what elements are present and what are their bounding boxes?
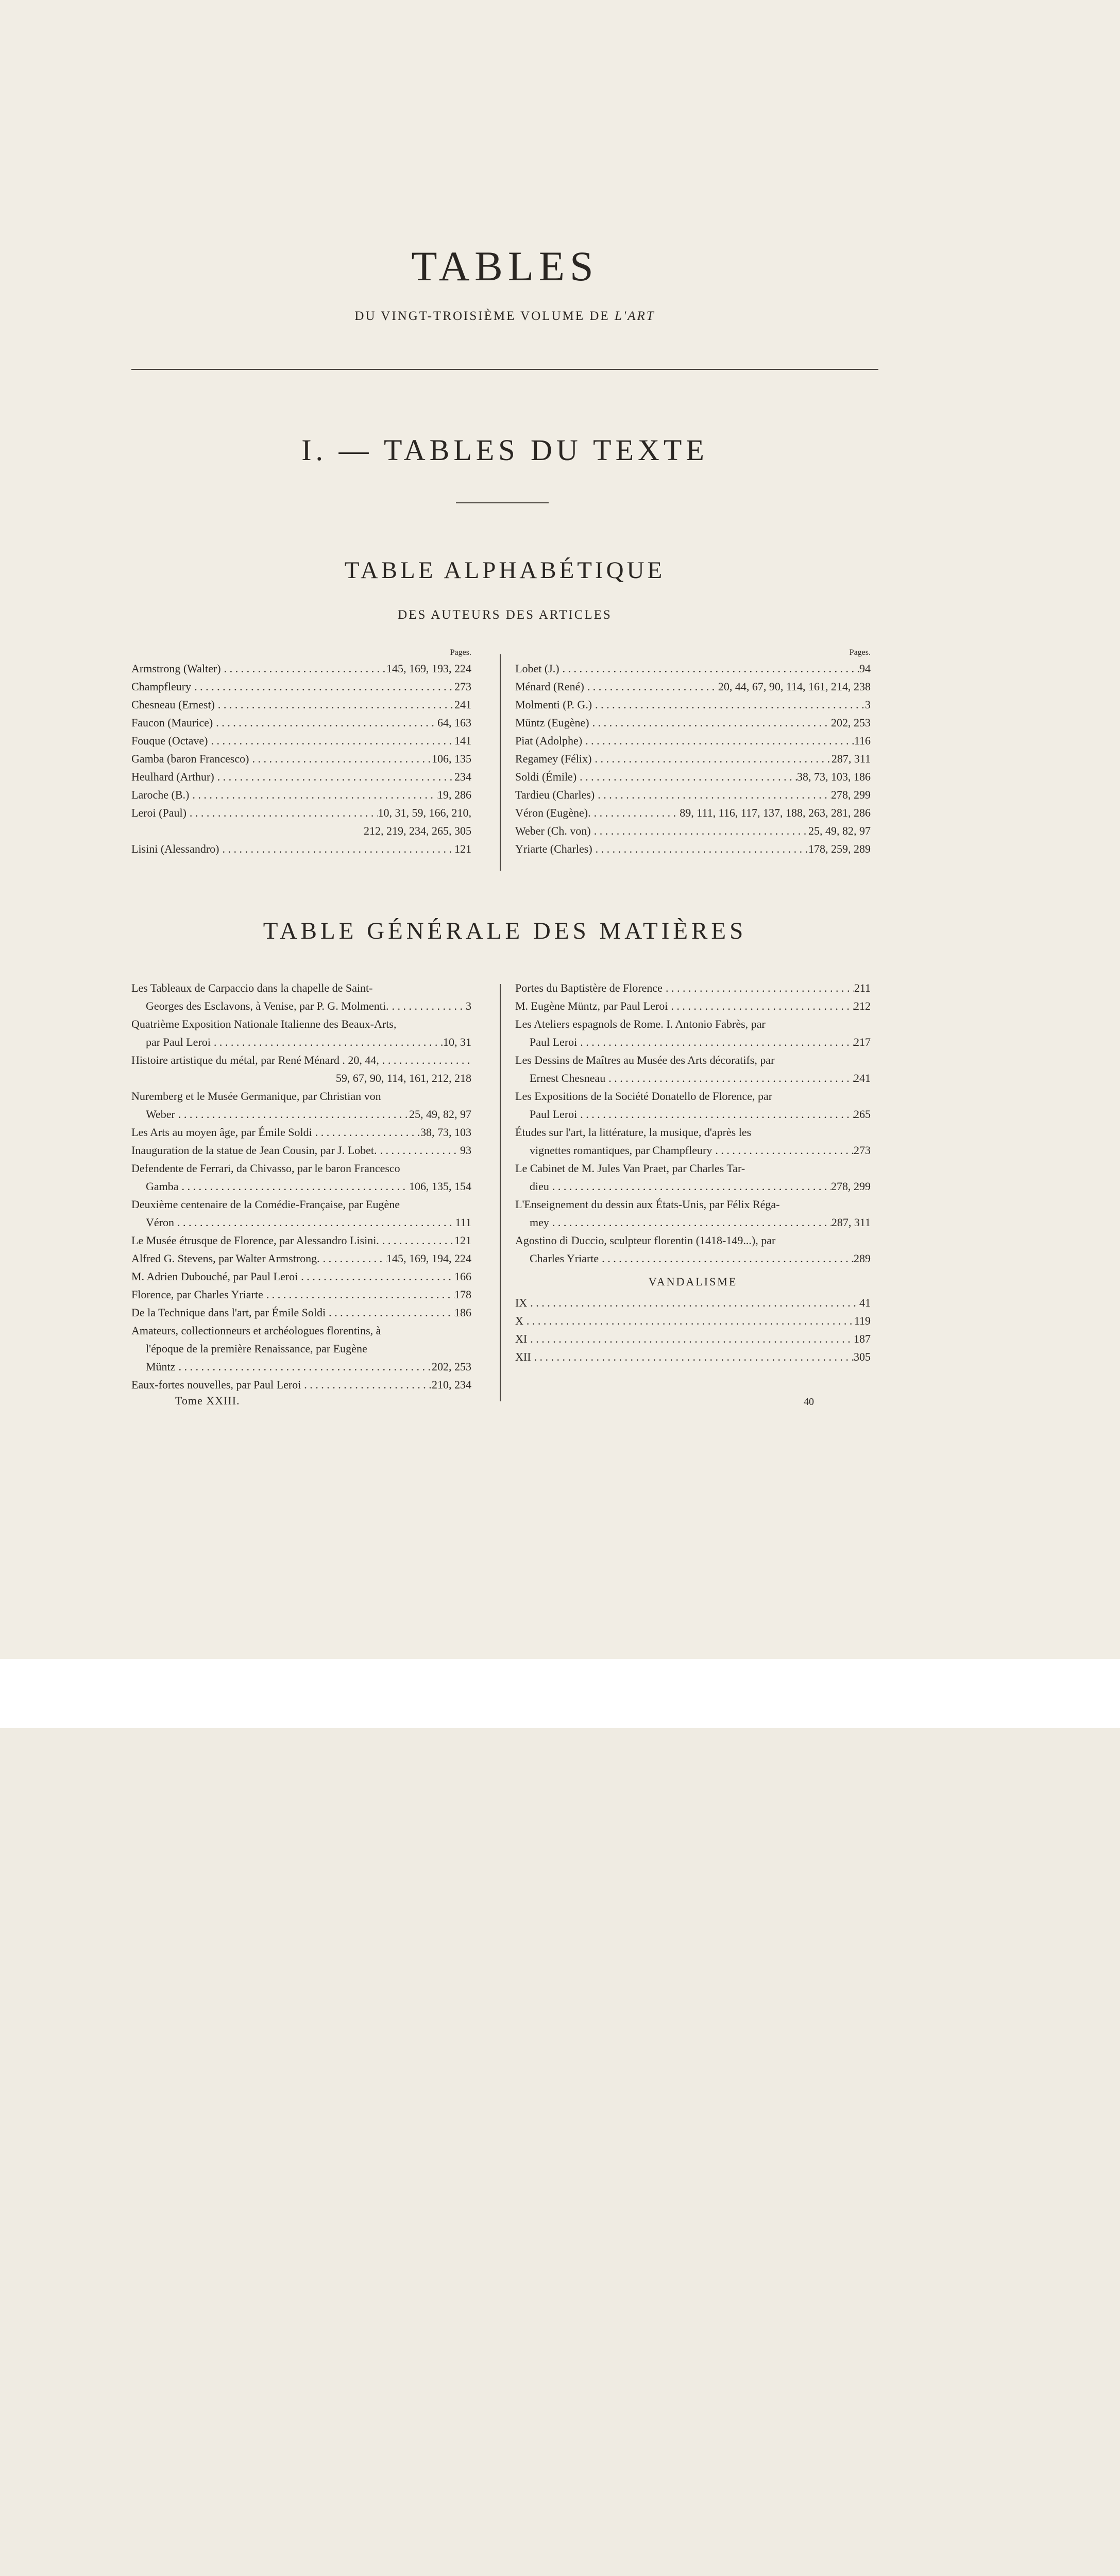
leader-dots (175, 1105, 409, 1123)
entry-pages: 305 (854, 1350, 871, 1363)
entry-pages: 287, 311 (831, 752, 871, 765)
entry-pages: 119 (854, 1314, 871, 1327)
entry-pages: 278, 299 (831, 788, 871, 801)
entry-text-line: L'Enseignement du dessin aux États-Unis, par Félix Réga- (515, 1198, 780, 1211)
entry-label: De la Technique dans l'art, par Émile Soldi (131, 1306, 326, 1319)
table-row (515, 1069, 871, 1087)
entry-pages: 106, 135 (432, 752, 471, 765)
alpha-table-left-column (131, 646, 471, 858)
entry-text-line: Études sur l'art, la littérature, la musique, d'après les (515, 1126, 752, 1139)
table-row (515, 1348, 871, 1366)
entry-pages: 41 (859, 1296, 871, 1309)
entry-text-line: Defendente de Ferrari, da Chivasso, par le baron Francesco (131, 1162, 400, 1175)
entry-label: Gamba (146, 1180, 179, 1193)
entry-pages: 64, 163 (437, 716, 471, 729)
leader-dots (531, 1348, 854, 1366)
entry-label: M. Adrien Dubouché, par Paul Leroi (131, 1270, 298, 1283)
entry-label: Florence, par Charles Yriarte (131, 1288, 263, 1301)
leader-dots (549, 1177, 831, 1195)
entry-label: Leroi (Paul) (131, 806, 186, 819)
entry-text-line: Les Tableaux de Carpaccio dans la chapelle de Saint- (131, 981, 373, 994)
entry-pages: 106, 135, 154 (409, 1180, 471, 1193)
table-row (131, 732, 471, 750)
entry-pages: 212 (854, 999, 871, 1012)
entry-pages: 38, 73, 103 (420, 1126, 471, 1139)
entry-label: Yriarte (Charles) (515, 842, 592, 855)
entry-label: Laroche (B.) (131, 788, 190, 801)
table-row (131, 1033, 471, 1051)
entry-label: Soldi (Émile) (515, 770, 577, 783)
leader-dots (663, 979, 854, 997)
table-row (515, 1033, 871, 1051)
leader-dots (523, 1312, 854, 1330)
horizontal-rule (131, 369, 878, 370)
entry-label: Ernest Chesneau (530, 1072, 606, 1084)
entry-label: Véron (146, 1216, 174, 1229)
entry-pages: 273 (854, 1144, 871, 1157)
entry-label: Weber (146, 1108, 175, 1121)
entry-pages: 3 (865, 698, 871, 711)
leader-dots (377, 1141, 460, 1159)
table-row (131, 1303, 471, 1321)
entry-pages: 210, 234 (432, 1378, 471, 1391)
leader-dots (589, 714, 831, 732)
entry-pages: 265 (854, 1108, 871, 1121)
table-row (515, 750, 871, 768)
leader-dots (179, 1177, 409, 1195)
entry-label: Müntz (146, 1360, 176, 1373)
entry-pages: 202, 253 (432, 1360, 471, 1373)
entry-label: M. Eugène Müntz, par Paul Leroi (515, 999, 668, 1012)
table-row (515, 696, 871, 714)
entry-pages: 217 (854, 1036, 871, 1048)
page-title: TABLES (411, 243, 599, 290)
entry-text-line: Nuremberg et le Musée Germanique, par Christian von (131, 1090, 381, 1103)
entry-pages: 278, 299 (831, 1180, 871, 1193)
entry-label: Faucon (Maurice) (131, 716, 213, 729)
table-row (131, 1358, 471, 1376)
leader-dots (219, 840, 454, 858)
entry-label: Champfleury (131, 680, 192, 693)
entry-pages: 289 (854, 1252, 871, 1265)
leader-dots (592, 696, 865, 714)
table-row (515, 659, 871, 677)
table-row (515, 1213, 871, 1231)
table-row (515, 804, 871, 822)
table-row (131, 1051, 471, 1069)
entry-text-line: l'époque de la première Renaissance, par Eugène (146, 1342, 367, 1355)
table-row (515, 1312, 871, 1330)
entry-text-line: Les Expositions de la Société Donatello de Florence, par (515, 1090, 773, 1103)
leader-dots (249, 750, 432, 768)
table-row (131, 1213, 471, 1231)
entry-text-line: Le Cabinet de M. Jules Van Praet, par Charles Tar- (515, 1162, 745, 1175)
leader-dots (527, 1330, 854, 1348)
entry-text-line: Amateurs, collectionneurs et archéologues florentins, à (131, 1324, 381, 1337)
leader-dots (668, 997, 854, 1015)
entry-pages: 241 (454, 698, 471, 711)
table-row (515, 786, 871, 804)
entry-pages: 178, 259, 289 (808, 842, 871, 855)
alpha-table-subtitle: DES AUTEURS DES ARTICLES (398, 608, 612, 622)
entry-label: Portes du Baptistère de Florence (515, 981, 663, 994)
entry-pages: 166 (454, 1270, 471, 1283)
entry-pages: 25, 49, 82, 97 (409, 1108, 471, 1121)
entry-label: Le Musée étrusque de Florence, par Alessandro Lisini. (131, 1234, 379, 1247)
table-row (515, 768, 871, 786)
entry-pages: 10, 31 (443, 1036, 471, 1048)
alpha-table-title: TABLE ALPHABÉTIQUE (344, 557, 666, 584)
entry-text-line: Quatrième Exposition Nationale Italienne des Beaux-Arts, (131, 1018, 397, 1030)
table-row (515, 1177, 871, 1195)
table-row (515, 1249, 871, 1267)
leader-dots (263, 1285, 454, 1303)
alpha-table-right-column (515, 646, 871, 858)
leader-dots (174, 1213, 455, 1231)
entry-pages: 89, 111, 116, 117, 137, 188, 263, 281, 286 (680, 806, 871, 819)
leader-dots (320, 1249, 386, 1267)
bottom-bar (0, 1659, 1120, 1728)
leader-dots (213, 714, 437, 732)
leader-dots (221, 659, 386, 677)
table-row (131, 804, 471, 822)
leader-dots (582, 732, 854, 750)
leader-dots (592, 840, 808, 858)
table-row (131, 1177, 471, 1195)
leader-dots (577, 1033, 854, 1051)
leader-dots (559, 659, 859, 677)
entry-label: Inauguration de la statue de Jean Cousin, par J. Lobet. (131, 1144, 377, 1157)
entry-pages: 145, 169, 193, 224 (386, 662, 471, 675)
entry-pages: 93 (460, 1144, 471, 1157)
entry-pages: 187 (854, 1332, 871, 1345)
leader-dots (577, 1105, 854, 1123)
entry-label: Les Arts au moyen âge, par Émile Soldi (131, 1126, 312, 1139)
subtitle-text: DU VINGT-TROISIÈME VOLUME DE (354, 309, 610, 323)
entry-label: Fouque (Octave) (131, 734, 208, 747)
leader-dots (389, 997, 466, 1015)
volume-label: Tome XXIII. (175, 1394, 240, 1407)
entry-pages: 94 (859, 662, 871, 675)
entry-pages: 19, 286 (437, 788, 471, 801)
entry-label: Paul Leroi (530, 1108, 578, 1121)
entry-label: Lobet (J.) (515, 662, 559, 675)
entry-label: Molmenti (P. G.) (515, 698, 592, 711)
entry-label: mey (530, 1216, 549, 1229)
entry-label: Gamba (baron Francesco) (131, 752, 249, 765)
table-row (131, 696, 471, 714)
table-row (131, 1105, 471, 1123)
general-table-left-column (131, 979, 471, 1394)
table-row (515, 997, 871, 1015)
entry-pages: 121 (454, 842, 471, 855)
general-table-right-column (515, 979, 871, 1366)
leader-dots (712, 1141, 854, 1159)
leader-dots (186, 804, 378, 822)
entry-pages: 287, 311 (831, 1216, 871, 1229)
leader-dots (215, 696, 454, 714)
entry-label: Eaux-fortes nouvelles, par Paul Leroi (131, 1378, 301, 1391)
entry-pages: 3 (466, 999, 471, 1012)
table-row (515, 822, 871, 840)
entry-label: par Paul Leroi (146, 1036, 211, 1048)
pages-label: Pages. (450, 648, 471, 657)
entry-label: XII (515, 1350, 531, 1363)
entry-pages: 141 (454, 734, 471, 747)
leader-dots (549, 1213, 831, 1231)
table-row (131, 1123, 471, 1141)
entry-label: Armstrong (Walter) (131, 662, 221, 675)
entry-label: Alfred G. Stevens, par Walter Armstrong. (131, 1252, 320, 1265)
leader-dots (591, 750, 831, 768)
table-row (131, 786, 471, 804)
leader-dots (599, 1249, 854, 1267)
leader-dots (576, 768, 797, 786)
table-row (515, 1294, 871, 1312)
entry-pages: 116 (854, 734, 871, 747)
entry-label: Tardieu (Charles) (515, 788, 595, 801)
entry-label: vignettes romantiques, par Champfleury (530, 1144, 712, 1157)
leader-dots (584, 677, 718, 696)
leader-dots (312, 1123, 420, 1141)
entry-pages: 111 (455, 1216, 471, 1229)
leader-dots (175, 1358, 432, 1376)
leader-dots (211, 1033, 443, 1051)
entry-label: Véron (Eugène). (515, 806, 591, 819)
table-row (131, 677, 471, 696)
page-subtitle (0, 309, 1010, 324)
entry-pages: 241 (854, 1072, 871, 1084)
leader-dots (214, 768, 454, 786)
general-table-title: TABLE GÉNÉRALE DES MATIÈRES (263, 918, 747, 944)
signature-mark: 40 (804, 1396, 814, 1408)
entry-pages: 25, 49, 82, 97 (808, 824, 871, 837)
entry-pages: 38, 73, 103, 186 (797, 770, 871, 783)
entry-label: IX (515, 1296, 528, 1309)
entry-pages: 10, 31, 59, 166, 210, (378, 806, 471, 819)
vandalisme-title: VANDALISME (648, 1275, 738, 1288)
leader-dots (527, 1294, 859, 1312)
table-row (515, 732, 871, 750)
entry-text-line: Deuxième centenaire de la Comédie-Française, par Eugène (131, 1198, 400, 1211)
entry-pages-continued: 59, 67, 90, 114, 161, 212, 218 (335, 1072, 471, 1084)
leader-dots (298, 1267, 454, 1285)
entry-pages-continued: 212, 219, 234, 265, 305 (364, 824, 471, 837)
table-row (515, 714, 871, 732)
table-row (515, 1330, 871, 1348)
leader-dots (591, 804, 680, 822)
table-row (131, 840, 471, 858)
entry-label: Chesneau (Ernest) (131, 698, 215, 711)
leader-dots (301, 1376, 432, 1394)
entry-pages: 178 (454, 1288, 471, 1301)
entry-label: Weber (Ch. von) (515, 824, 591, 837)
table-row (131, 1285, 471, 1303)
table-row (131, 659, 471, 677)
leader-dots (595, 786, 831, 804)
table-row (515, 979, 871, 997)
table-row (515, 677, 871, 696)
column-divider (500, 654, 501, 871)
entry-label: Georges des Esclavons, à Venise, par P. G. Molmenti. (146, 999, 389, 1012)
entry-label: XI (515, 1332, 528, 1345)
entry-pages: 145, 169, 194, 224 (386, 1252, 471, 1265)
entry-label: Histoire artistique du métal, par René Ménard . 20, 44, (131, 1054, 379, 1066)
entry-label: Piat (Adolphe) (515, 734, 583, 747)
short-rule (456, 502, 549, 503)
entry-text-line: Agostino di Duccio, sculpteur florentin (1418-149...), par (515, 1234, 776, 1247)
leader-dots (326, 1303, 454, 1321)
leader-dots (208, 732, 454, 750)
leader-dots (189, 786, 437, 804)
table-row (131, 714, 471, 732)
table-row (131, 1376, 471, 1394)
section-title: I. — TABLES DU TEXTE (301, 433, 708, 467)
entry-label: Heulhard (Arthur) (131, 770, 214, 783)
entry-text-line: Les Ateliers espagnols de Rome. I. Antonio Fabrès, par (515, 1018, 766, 1030)
leader-dots (605, 1069, 854, 1087)
leader-dots (191, 677, 454, 696)
table-row (131, 1231, 471, 1249)
entry-pages: 121 (454, 1234, 471, 1247)
entry-label: Müntz (Eugène) (515, 716, 589, 729)
leader-dots (379, 1231, 454, 1249)
table-row (515, 1105, 871, 1123)
entry-pages: 211 (854, 981, 871, 994)
entry-pages: 234 (454, 770, 471, 783)
entry-pages: 273 (454, 680, 471, 693)
table-row (515, 1141, 871, 1159)
table-row (131, 768, 471, 786)
table-row (131, 1249, 471, 1267)
table-row (131, 997, 471, 1015)
column-divider (500, 984, 501, 1401)
entry-pages: 20, 44, 67, 90, 114, 161, 214, 238 (718, 680, 871, 693)
entry-label: dieu (530, 1180, 549, 1193)
entry-label: Ménard (René) (515, 680, 584, 693)
leader-dots (591, 822, 808, 840)
table-row (131, 1267, 471, 1285)
entry-pages: 202, 253 (831, 716, 871, 729)
entry-text-line: Les Dessins de Maîtres au Musée des Arts décoratifs, par (515, 1054, 775, 1066)
entry-label: Regamey (Félix) (515, 752, 592, 765)
leader-dots (379, 1051, 471, 1069)
entry-label: Lisini (Alessandro) (131, 842, 219, 855)
subtitle-italic: L'ART (614, 309, 655, 323)
entry-label: X (515, 1314, 523, 1327)
table-row (515, 840, 871, 858)
entry-label: Charles Yriarte (530, 1252, 599, 1265)
table-row (131, 750, 471, 768)
pages-label: Pages. (849, 648, 871, 657)
entry-label: Paul Leroi (530, 1036, 578, 1048)
table-row (131, 1141, 471, 1159)
entry-pages: 186 (454, 1306, 471, 1319)
